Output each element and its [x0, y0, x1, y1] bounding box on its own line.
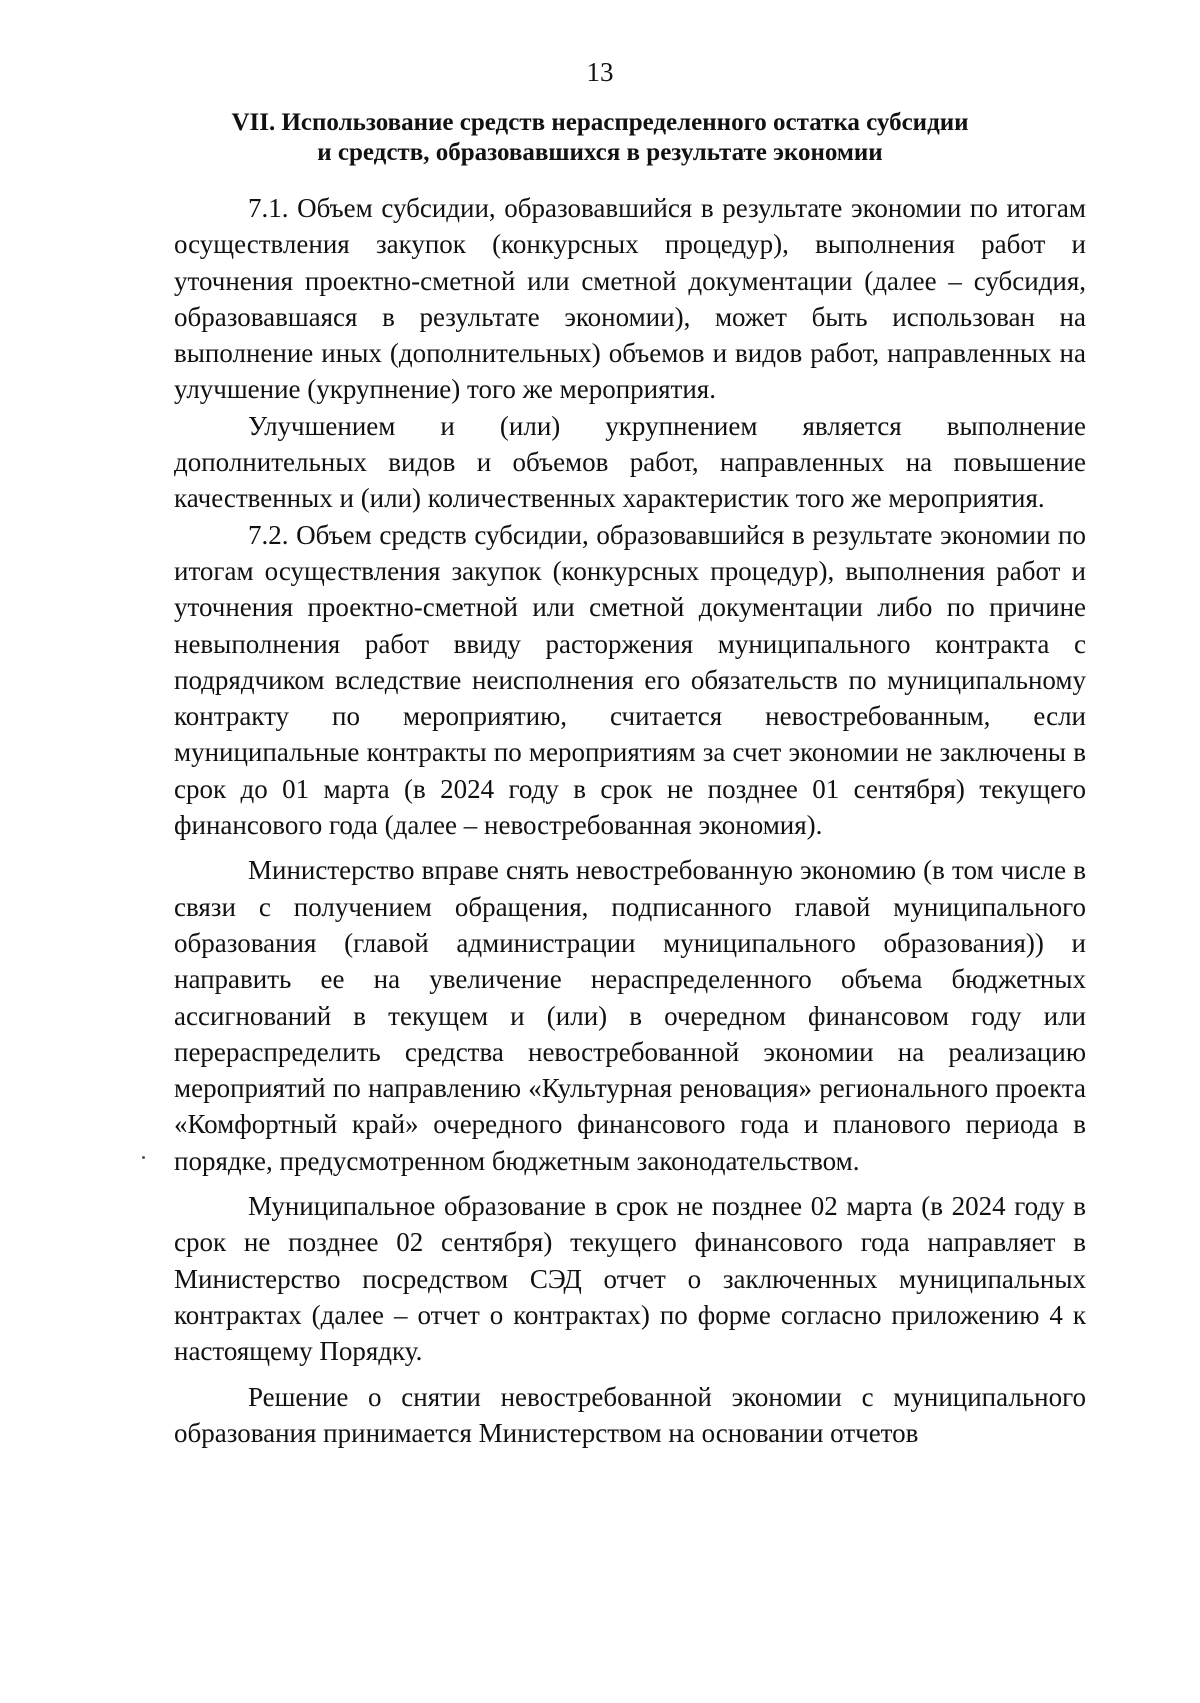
- section-title: [150, 108, 1050, 168]
- paragraph-ministry-rights: Министерство вправе снять невостребованную экономию (в том числе в связи с получением обращения, подписанного главой муниципального образования (главой администрации муниципального образования)) и направить ее на увеличение нераспределенного объема бюджетных ассигнований в текущем и (или) в очередном финансовом году или перераспределить средства невостребованной экономии на реализацию мероприятий по направлению «Культурная реновация» регионального проекта «Комфортный край» очередного финансового года и планового периода в порядке, предусмотренном бюджетным законодательством.: [174, 855, 1086, 1176]
- paragraph-7-2: 7.2. Объем средств субсидии, образовавшийся в результате экономии по итогам осуществления закупок (конкурсных процедур), выполнения работ и уточнения проектно-сметной или сметной документации либо по причине невыполнения работ ввиду расторжения муниципального контракта с подрядчиком вследствие неисполнения его обязательств по муниципальному контракту по мероприятию, считается невостребованным, если муниципальные контракты по мероприятиям за счет экономии не заключены в срок до 01 марта (в 2024 году в срок не позднее 01 сентября) текущего финансового года (далее – невостребованная экономия).: [174, 519, 1086, 841]
- paragraph-decision: Решение о снятии невостребованной экономии с муниципального образования принимается Министерством на основании отчетов: [174, 1381, 1086, 1448]
- page-number: 13: [586, 57, 614, 87]
- section-title-line-2: и средств, образовавшихся в результате экономии: [317, 139, 883, 166]
- margin-dot-mark: [142, 1156, 145, 1159]
- section-title-line-1: VII. Использование средств нераспределенного остатка субсидии: [231, 109, 969, 136]
- paragraph-municipal-report: Муниципальное образование в срок не позднее 02 марта (в 2024 году в срок не позднее 02 сентября) текущего финансового года направляет в Министерство посредством СЭД отчет о заключенных муниципальных контрактах (далее – отчет о контрактах) по форме согласно приложению 4 к настоящему Порядку.: [174, 1191, 1086, 1367]
- paragraph-7-1: 7.1. Объем субсидии, образовавшийся в результате экономии по итогам осуществления закупок (конкурсных процедур), выполнения работ и уточнения проектно-сметной или сметной документации (далее – субсидия, образовавшаяся в результате экономии), может быть использован на выполнение иных (дополнительных) объемов и видов работ, направленных на улучшение (укрупнение) того же мероприятия.: [174, 193, 1086, 405]
- paragraph-improvement-definition: Улучшением и (или) укрупнением является выполнение дополнительных видов и объемов работ, направленных на повышение качественных и (или) количественных характеристик того же мероприятия.: [174, 410, 1086, 514]
- document-body: [174, 190, 1086, 1451]
